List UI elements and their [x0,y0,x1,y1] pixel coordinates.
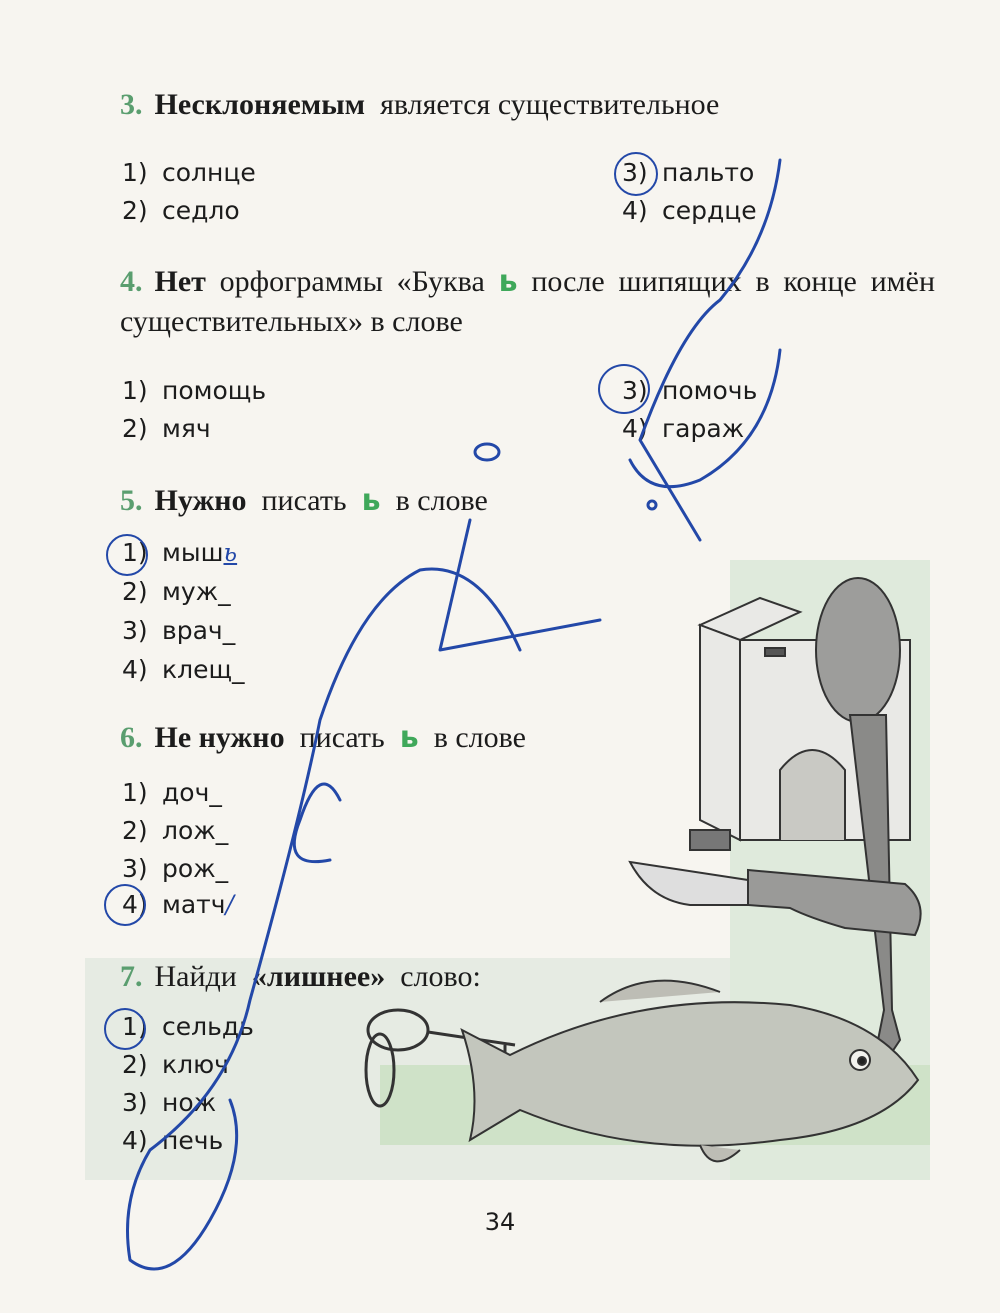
question-5: 5. Нужно писать ь в слове [120,483,488,518]
question-3: 3. Несклоняемым является существительное [120,88,720,121]
option-6-3[interactable]: 3) рож_ [122,854,229,883]
question-4: 4. Нет орфограммы «Буква ь после шипящих в конце имён существительных» в слове [120,264,936,338]
question-7: 7. Найди «лишнее» слово: [120,960,481,993]
option-7-4[interactable]: 4) печь [122,1126,224,1155]
answer-circle-6 [104,884,146,926]
pen-stroke-6 [475,444,499,460]
option-6-2[interactable]: 2) лож_ [122,816,229,845]
option-4-2[interactable]: 2) мяч [122,414,211,443]
page-number: 34 [484,1208,516,1236]
pen-stroke-4 [440,520,600,650]
option-3-4[interactable]: 4) сердце [622,196,757,225]
answer-circle-5 [106,534,148,576]
option-6-4[interactable]: 4) матч/ [122,890,234,919]
option-4-1[interactable]: 1) помощь [122,376,267,405]
option-3-1[interactable]: 1) солнце [122,158,256,187]
answer-circle-4 [598,364,650,414]
option-5-1[interactable]: 1) мышь [122,538,238,567]
option-7-3[interactable]: 3) нож [122,1088,217,1117]
option-5-3[interactable]: 3) врач_ [122,616,236,645]
option-7-2[interactable]: 2) ключ [122,1050,229,1079]
decorative-box [380,1065,930,1145]
option-3-2[interactable]: 2) седло [122,196,240,225]
answer-circle-3 [614,152,658,196]
option-7-1[interactable]: 1) сельдь [122,1012,254,1041]
option-4-4[interactable]: 4) гараж [622,414,745,443]
option-5-4[interactable]: 4) клещ_ [122,655,245,684]
pen-stroke-7 [648,501,656,509]
option-6-1[interactable]: 1) доч_ [122,778,222,807]
option-5-2[interactable]: 2) муж_ [122,577,231,606]
answer-circle-7 [104,1008,146,1050]
option-3-3[interactable]: 3) пальто [622,158,755,187]
pen-stroke-5 [294,784,340,862]
option-4-3[interactable]: 3) помочь [622,376,758,405]
question-6: 6. Не нужно писать ь в слове [120,720,526,755]
